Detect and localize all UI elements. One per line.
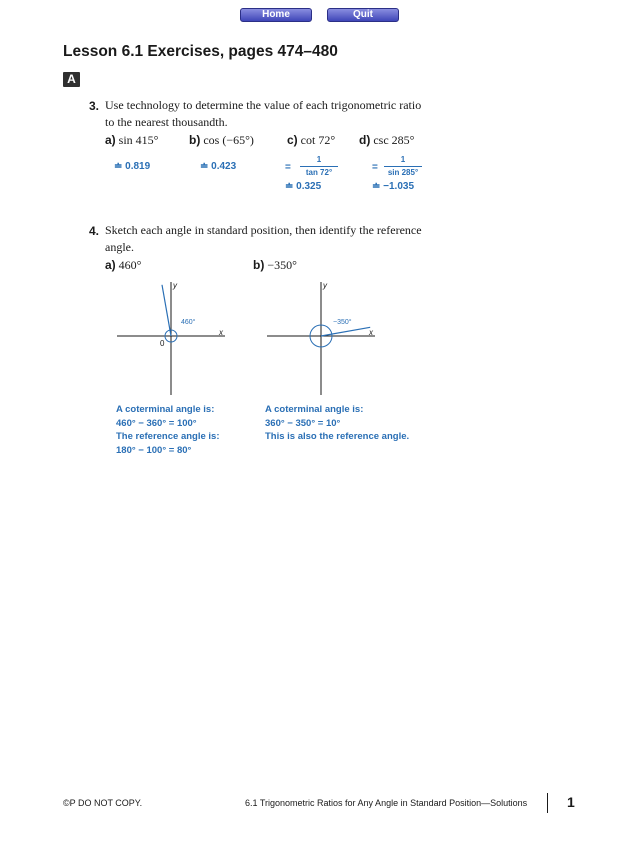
lesson-title: Lesson 6.1 Exercises, pages 474–480 [63, 43, 338, 60]
explanation-line: 460° − 360° = 100° [116, 417, 197, 429]
fraction-bar [300, 166, 338, 167]
q3-part-c-equals: = [285, 162, 291, 173]
x-axis-label: x [369, 328, 373, 337]
q4-part-a-explanation [116, 403, 219, 457]
q3-part-c-expr: cot 72° [300, 133, 336, 147]
q3-part-d-denominator: sin 285° [387, 168, 419, 177]
footer-section-title: 6.1 Trigonometric Ratios for Any Angle in Standard Position—Solutions [245, 798, 528, 808]
q3-part-d-numerator: 1 [400, 155, 406, 164]
q4-part-a-expr: 460° [118, 258, 142, 272]
footer-divider [547, 793, 548, 813]
page-footer [0, 795, 639, 815]
q4-part-b-explanation [265, 403, 409, 444]
q4-part-b [253, 258, 297, 273]
q4-part-b-label: b) [253, 258, 265, 272]
q3-part-c-numerator: 1 [316, 155, 322, 164]
q4-part-b-graph [265, 280, 380, 400]
explanation-line: This is also the reference angle. [265, 431, 410, 442]
q4-part-a-graph [115, 280, 230, 400]
home-button[interactable]: Home [240, 8, 312, 22]
q3-part-a-answer: ≐ 0.819 [114, 161, 151, 172]
question-3-number: 3. [89, 99, 100, 113]
q3-part-d-fraction [384, 154, 422, 178]
q3-part-b [189, 133, 254, 148]
q3-part-b-expr: cos (−65°) [203, 133, 254, 147]
terminal-arm [162, 285, 171, 336]
q4-part-a [105, 258, 141, 273]
q3-part-d-expr: csc 285° [373, 133, 415, 147]
q3-part-c-fraction [300, 154, 338, 178]
q3-part-a [105, 133, 158, 148]
top-navigation [0, 8, 639, 21]
q4-part-a-label: a) [105, 258, 116, 272]
question-4-number: 4. [89, 224, 100, 238]
quit-button[interactable]: Quit [327, 8, 399, 22]
q3-part-c-denominator: tan 72° [305, 168, 333, 177]
q3-part-d-equals: = [372, 162, 378, 173]
explanation-line: A coterminal angle is: [116, 404, 215, 415]
q4-part-b-angle-label: −350° [333, 319, 352, 326]
question-3-text: Use technology to determine the value of each trigonometric ratio to the nearest thousandth. [105, 98, 422, 129]
explanation-line: 360° − 350° = 10° [265, 417, 341, 429]
question-4-text: Sketch each angle in standard position, then identify the reference angle. [105, 223, 422, 254]
q3-part-d-answer: ≐ −1.035 [372, 181, 415, 192]
q3-part-d-label: d) [359, 133, 371, 147]
section-badge: A [63, 72, 80, 87]
x-axis-label: x [219, 328, 223, 337]
explanation-line: A coterminal angle is: [265, 404, 364, 415]
origin-label: 0 [160, 339, 165, 348]
q3-part-d [359, 133, 414, 148]
q3-part-c-label: c) [287, 133, 298, 147]
y-axis-label: y [173, 281, 177, 290]
q3-part-c [287, 133, 335, 148]
explanation-line: The reference angle is: [116, 431, 220, 442]
explanation-line: 180° − 100° = 80° [116, 444, 192, 456]
fraction-bar [384, 166, 422, 167]
q3-part-b-label: b) [189, 133, 201, 147]
q4-part-b-expr: −350° [267, 258, 297, 272]
q3-part-b-answer: ≐ 0.423 [200, 161, 237, 172]
q3-part-c-answer: ≐ 0.325 [285, 181, 322, 192]
footer-copyright: ©P DO NOT COPY. [63, 798, 143, 808]
q4-part-a-angle-label: 460° [181, 319, 196, 326]
q3-part-a-label: a) [105, 133, 116, 147]
y-axis-label: y [323, 281, 327, 290]
page-number: 1 [567, 794, 575, 810]
terminal-arm [321, 327, 370, 336]
q3-part-a-expr: sin 415° [118, 133, 159, 147]
